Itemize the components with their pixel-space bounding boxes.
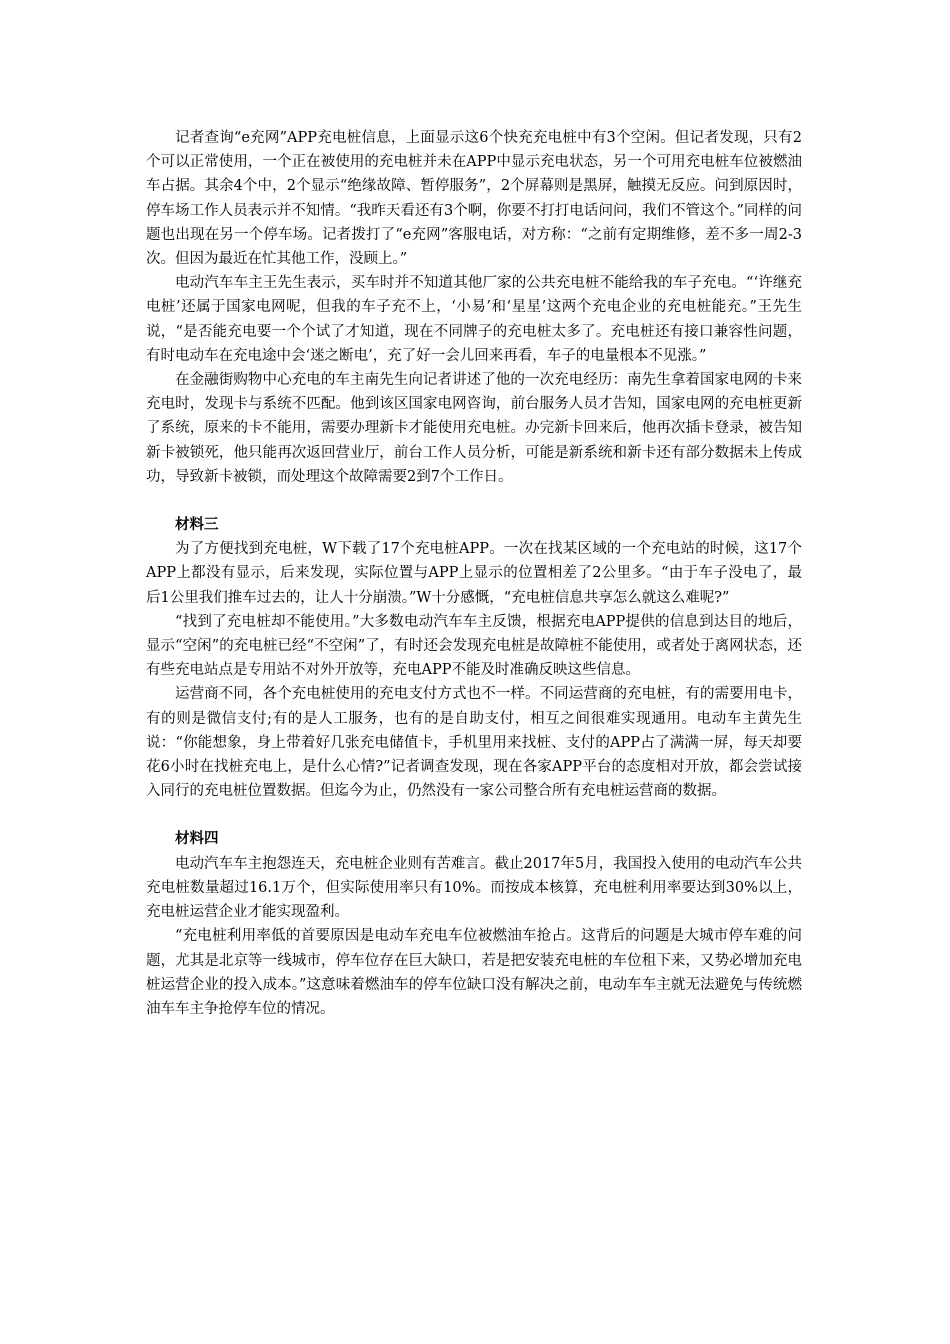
paragraph: 在金融街购物中心充电的车主南先生向记者讲述了他的一次充电经历：南先生拿着国家电网的卡来充电时，发现卡与系统不匹配。他到该区国家电网咨询，前台服务人员才告知，国家电网的充电桩更新了系统，原来的卡不能用，需要办理新卡才能使用充电桩。办完新卡回来后，他再次插卡登录，被告知新卡被锁死，他只能再次返回营业厅，前台工作人员分析，可能是新系统和新卡还有部分数据未上传成功，导致新卡被锁，而处理这个故障需要2到7个工作日。 — [146, 372, 802, 485]
section-material-3 — [146, 513, 802, 803]
paragraph: “找到了充电桩却不能使用。”大多数电动汽车车主反馈，根据充电APP提供的信息到达目的地后，显示“空闲”的充电桩已经“不空闲”了，有时还会发现充电桩是故障桩不能使用，或者处于离网状态，还有些充电站点是专用站不对外开放等，充电APP不能及时准确反映这些信息。 — [146, 613, 802, 679]
paragraph: 电动汽车车主抱怨连天，充电桩企业则有苦难言。截止2017年5月，我国投入使用的电动汽车公共充电桩数量超过16.1万个，但实际使用率只有10%。而按成本核算，充电桩利用率要达到30%以上，充电桩运营企业才能实现盈利。 — [146, 855, 802, 921]
paragraph: 记者查询“e充网”APP充电桩信息，上面显示这6个快充充电桩中有3个空闲。但记者发现，只有2个可以正常使用，一个正在被使用的充电桩并未在APP中显示充电状态，另一个可用充电桩车位被燃油车占据。其余4个中，2个显示“绝缘故障、暂停服务”，2个屏幕则是黑屏，触摸无反应。问到原因时，停车场工作人员表示并不知情。“我昨天看还有3个啊，你要不打打电话问问，我们不管这个。”同样的问题也出现在另一个停车场。记者拨打了“e充网”客服电话，对方称：“之前有定期维修，差不多一周2-3次。但因为最近在忙其他工作，没顾上。” — [146, 130, 802, 268]
paragraph: 电动汽车车主王先生表示，买车时并不知道其他厂家的公共充电桩不能给我的车子充电。“‘许继充电桩’还属于国家电网呢，但我的车子充不上，‘小易’和‘星星’这两个充电企业的充电桩能充。”王先生说，“是否能充电要一个个试了才知道，现在不同牌子的充电桩太多了。充电桩还有接口兼容性问题，有时电动车在充电途中会‘迷之断电’，充了好一会儿回来再看，车子的电量根本不见涨。” — [146, 275, 802, 364]
paragraph: “充电桩利用率低的首要原因是电动车充电车位被燃油车抢占。这背后的问题是大城市停车难的问题，尤其是北京等一线城市，停车位存在巨大缺口，若是把安装充电桩的车位租下来，又势必增加充电桩运营企业的投入成本。”这意味着燃油车的停车位缺口没有解决之前，电动车车主就无法避免与传统燃油车车主争抢停车位的情况。 — [146, 928, 802, 1017]
section-heading: 材料四 — [175, 831, 219, 848]
section-material-4 — [146, 827, 802, 1021]
paragraph: 为了方便找到充电桩，W下载了17个充电桩APP。一次在找某区域的一个充电站的时候，这17个APP上都没有显示，后来发现，实际位置与APP上显示的位置相差了2公里多。“由于车子没电了，最后1公里我们推车过去的，让人十分崩溃。”W十分感慨，“充电桩信息共享怎么就这么难呢?” — [146, 541, 802, 606]
document-page — [146, 126, 802, 1021]
section-heading: 材料三 — [175, 517, 219, 534]
paragraph: 运营商不同，各个充电桩使用的充电支付方式也不一样。不同运营商的充电桩，有的需要用电卡，有的则是微信支付;有的是人工服务，也有的是自助支付，相互之间很难实现通用。电动车主黄先生说：“你能想象，身上带着好几张充电储值卡，手机里用来找桩、支付的APP占了满满一屏，每天却要花6小时在找桩充电上，是什么心情?”记者调查发现，现在各家APP平台的态度相对开放，都会尝试接入同行的充电桩位置数据。但迄今为止，仍然没有一家公司整合所有充电桩运营商的数据。 — [146, 686, 802, 800]
section-intro — [146, 126, 802, 489]
